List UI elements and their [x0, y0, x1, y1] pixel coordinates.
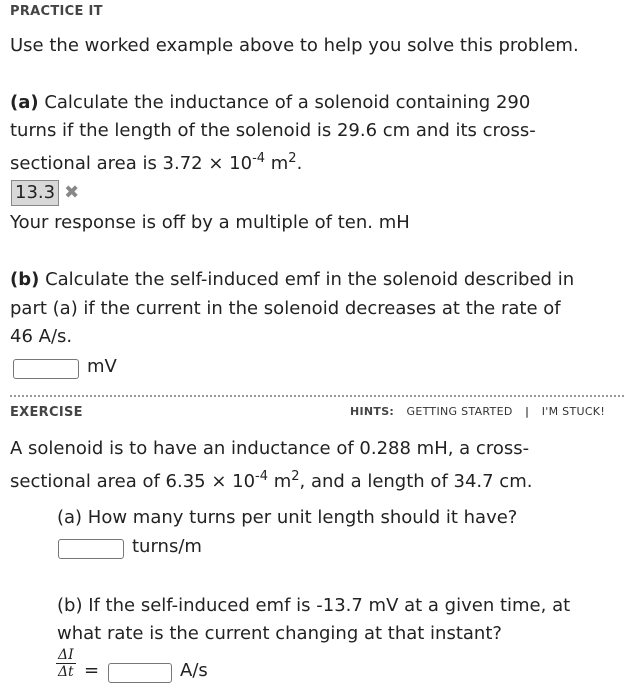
- exercise-line2-pre: sectional area of 6.35 × 10: [10, 471, 256, 492]
- exercise-b-question-line1: (b) If the self-induced emf is -13.7 mV at a given time, at: [57, 595, 571, 616]
- part-b-unit: mV: [87, 356, 117, 377]
- exercise-a-answer-input[interactable]: [58, 539, 124, 559]
- part-a-line3-pre: sectional area is 3.72 × 10: [10, 153, 253, 174]
- part-a-question-line2: turns if the length of the solenoid is 29.6 cm and its cross-: [10, 120, 536, 141]
- equals-sign: =: [84, 660, 100, 681]
- delta-i-over-delta-t: [56, 647, 76, 680]
- part-a-unit-exp: 2: [288, 151, 297, 166]
- exercise-unit: m: [268, 471, 292, 492]
- part-b-question-line2: part (a) if the current in the solenoid decreases at the rate of: [10, 298, 561, 319]
- hint-stuck-link[interactable]: I'M STUCK!: [541, 405, 606, 418]
- part-a-exp: -4: [252, 151, 266, 166]
- exercise-a-unit: turns/m: [132, 536, 202, 557]
- section-divider: [10, 395, 624, 397]
- part-a-answer-value: 13.3: [11, 180, 59, 206]
- exercise-text-line1: A solenoid is to have an inductance of 0.288 mH, a cross-: [10, 438, 530, 459]
- frac-denominator: Δt: [57, 664, 74, 680]
- exercise-b-question-line2: what rate is the current changing at that instant?: [57, 623, 502, 644]
- exercise-b-answer-input[interactable]: [108, 663, 172, 683]
- part-a-unit: m: [265, 153, 289, 174]
- practice-heading: PRACTICE IT: [10, 4, 103, 19]
- part-a-question-line1: [10, 89, 530, 117]
- hint-getting-started-link[interactable]: GETTING STARTED: [406, 405, 513, 418]
- practice-intro: Use the worked example above to help you solve this problem.: [10, 35, 579, 56]
- part-a-feedback: Your response is off by a multiple of ten. mH: [10, 212, 410, 233]
- hint-separator: |: [525, 405, 530, 418]
- part-b-question-line3: 46 A/s.: [10, 326, 73, 347]
- exercise-b-unit: A/s: [180, 660, 208, 681]
- exercise-heading: EXERCISE: [10, 405, 83, 420]
- part-b-answer-input[interactable]: [13, 359, 79, 379]
- exercise-line2-post: , and a length of 34.7 cm.: [299, 471, 533, 492]
- part-b-label: (b): [10, 269, 40, 290]
- frac-numerator: ΔI: [58, 647, 74, 663]
- part-a-label: (a): [10, 92, 39, 113]
- exercise-exp: -4: [255, 469, 268, 484]
- exercise-a-question: (a) How many turns per unit length should it have?: [57, 507, 518, 528]
- hints-bar: [350, 405, 605, 418]
- part-a-line3-post: .: [296, 153, 303, 174]
- incorrect-x-icon: ✖: [64, 182, 80, 203]
- exercise-text-line2: [10, 468, 532, 496]
- part-b-question-line1: [10, 266, 574, 294]
- part-b-text1: Calculate the self-induced emf in the solenoid described in: [39, 269, 575, 290]
- part-a-answer-row: [11, 180, 79, 206]
- exercise-unit-exp: 2: [291, 469, 300, 484]
- part-a-question-line3: [10, 150, 302, 178]
- part-a-text1: Calculate the inductance of a solenoid containing 290: [38, 92, 531, 113]
- hints-label: HINTS:: [350, 405, 395, 418]
